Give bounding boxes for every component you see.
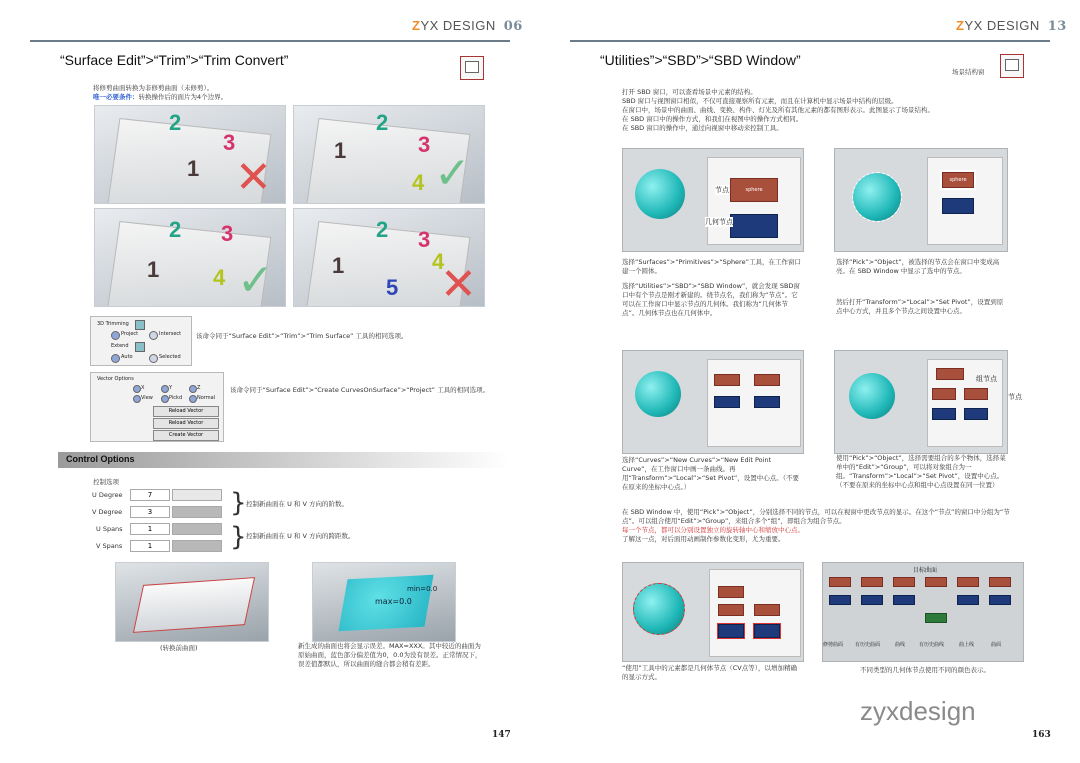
normal-radio[interactable]	[189, 395, 197, 403]
surface-patch	[133, 577, 255, 633]
tree-label-2: 曲线	[895, 642, 906, 648]
tree-root-label: 目标曲面	[913, 567, 938, 574]
reload-vector-button-2[interactable]: Reload Vector	[153, 418, 219, 429]
node-label: 节点	[715, 186, 729, 194]
pickd-radio[interactable]	[161, 395, 169, 403]
deviation-map-image	[312, 562, 456, 642]
z-radio[interactable]	[189, 385, 197, 393]
sbd-shot-1	[622, 148, 804, 252]
project-radio[interactable]	[111, 331, 120, 340]
intro-line-4: 在 SBD 窗口中的操作方式，和我们在视图中的操作方式相同。	[622, 115, 803, 123]
selected-transform-node[interactable]: sphere	[942, 172, 974, 188]
node-types-diagram	[822, 562, 1024, 662]
chapter-number: 06	[503, 19, 523, 34]
caption-9: 不同类型的几何体节点使用不同的颜色表示。	[860, 666, 990, 674]
header-rule	[570, 40, 1050, 42]
u-spans-field[interactable]: 1	[130, 523, 170, 535]
sbd-window-panel	[707, 359, 801, 447]
control-label: V Spans	[96, 542, 123, 550]
caption-3: 选择“Pick”>“Object”，被选择的节点会在窗口中变成高亮。在 SBD Window 中显示了选中的节点。	[836, 258, 1000, 275]
caption-8: “使用”工具中的元素都是几何体节点（CV点等），以增加精确的显示方式。	[622, 664, 797, 681]
example-shot-2: 2 3 1 4 ✓	[293, 105, 485, 204]
brand-header	[956, 18, 1067, 34]
intro-line-5: 在 SBD 窗口的操作中，通过向视窗中移动来控制工具。	[622, 124, 783, 132]
sphere-object	[635, 169, 685, 219]
sbd-window-panel	[927, 359, 1003, 447]
geo-node-label: 几何节点	[705, 218, 733, 226]
sbd-window-panel	[709, 569, 801, 657]
example-shot-3: 2 3 1 4 ✓	[94, 208, 286, 307]
caption-2: 选择“Utilities”>“SBD”>“SBD Window”，就会发现 SBD窗口中有个节点是刚才新建的。绕节点名，我们称为“节点”。它可以在工作窗口中显示节点的几何体。我们称为“几何体节点”。几何体节点也在几何体中。	[622, 282, 800, 317]
brace-degree: }	[230, 488, 247, 518]
sbd-window-icon	[1000, 54, 1024, 78]
history-curve-node	[925, 613, 947, 623]
child-node-label: 节点	[1008, 393, 1022, 401]
caption-5: 选择“Curves”>“New Curves”>“New Edit Point Curve”，在工作窗口中画一条曲线。再用“Transform”>“Local”>“Set Pivot”，设置中心点。（不要在原来的坐标中心点。）	[622, 456, 800, 491]
caption-7-block	[622, 508, 1012, 544]
auto-radio[interactable]	[111, 354, 120, 363]
requirement-label: 唯一必要条件：	[93, 93, 139, 101]
tree-node	[829, 577, 851, 587]
history-surface-node	[861, 595, 883, 605]
spans-explanation: 控制新曲面在 U 和 V 方向的跨距数。	[246, 532, 355, 540]
sphere-object	[849, 373, 895, 419]
intro-line-2: SBD 窗口与视图窗口相似，不仅可直接观察所有元素，而且在计算机中显示场景中结构的层级。	[622, 97, 898, 105]
create-vector-button[interactable]: Create Vector	[153, 430, 219, 441]
pickd-label: Pickd	[169, 395, 183, 401]
sbd-shot-2	[834, 148, 1008, 252]
geometry-node[interactable]	[942, 198, 974, 214]
sphere-object	[633, 583, 685, 635]
tree-node	[893, 577, 915, 587]
trim-convert-icon	[460, 56, 484, 80]
sbd-shot-4	[834, 350, 1008, 454]
node-b[interactable]	[754, 374, 780, 386]
z-label: Z	[197, 385, 201, 391]
u-spans-slider[interactable]	[172, 523, 222, 535]
surface-curve-node	[957, 595, 979, 605]
sbd-shot-5	[622, 562, 804, 662]
view-label: View	[141, 395, 153, 401]
watermark: zyxdesign	[860, 696, 976, 726]
right-page	[540, 0, 1080, 763]
surface-before-image	[115, 562, 269, 642]
deviation-note: 新生成的曲面也将会显示误差。MAX=XXX。其中较近的曲面为原始曲面，蓝色部分偏差值为0，0.0为没有误差。正常情况下，误差值都默认，所以曲面的缝合都会稍有差距。	[298, 642, 482, 668]
node-d[interactable]	[754, 396, 780, 408]
intro-line-3: 在窗口中，场景中的曲面、曲线、变换、构件、灯光及所有其他元素的都有图形表示。此图显示了场景结构。	[622, 106, 934, 114]
node-c[interactable]	[714, 396, 740, 408]
degree-explanation: 控制新曲面在 U 和 V 方向的阶数。	[246, 500, 348, 508]
sbd-window-panel	[927, 157, 1003, 245]
surface-node	[989, 595, 1011, 605]
tree-node	[925, 577, 947, 587]
node-a[interactable]	[714, 374, 740, 386]
caption-1: 选择“Surfaces”>“Primitives”>“Sphere”工具，在工作窗口建一个圆体。	[622, 258, 801, 275]
sphere-object	[635, 371, 681, 417]
control-header: 控制选项	[93, 478, 119, 486]
trim-surface-node	[829, 595, 851, 605]
tree-node	[957, 577, 979, 587]
intro-text	[622, 88, 1002, 133]
transform-node[interactable]: sphere	[730, 178, 778, 202]
tree-label-3: 有历史曲线	[919, 642, 945, 648]
v-spans-field[interactable]: 1	[130, 540, 170, 552]
sbd-window-panel	[707, 157, 801, 245]
node-b[interactable]	[964, 388, 988, 400]
u-degree-field[interactable]: 7	[130, 489, 170, 501]
example-shot-4: 2 3 1 4 5 ✕	[293, 208, 485, 307]
intro-line-1: 打开 SBD 窗口，可以查看场景中元素的结构。	[622, 88, 757, 96]
tree-label-4: 曲上线	[959, 642, 975, 648]
3d-trimming-checkbox[interactable]	[135, 320, 145, 330]
tree-label-0: 修剪曲面	[823, 642, 844, 648]
v-degree-field[interactable]: 3	[130, 506, 170, 518]
intersect-radio[interactable]	[149, 331, 158, 340]
max-label: max=0.0	[375, 597, 412, 606]
curve-node	[893, 595, 915, 605]
caption-7: 在 SBD Window 中，使用“Pick”>“Object”，分别选择不同的节点，可以在视窗中更改节点的显示。在这个“节点”的窗口中分组为“节点”。可以组合使用“Edit”>“Group”，来组合多个“组”，即组合为组合节点。	[622, 508, 1010, 525]
trim-panel-caption: 该命令同于“Surface Edit”>“Trim”>“Trim Surface” 工具的相同选项。	[196, 332, 408, 340]
view-radio[interactable]	[133, 395, 141, 403]
node-a[interactable]	[718, 586, 744, 598]
caption-7-tail: 了解这一点，对后面用动画制作参数化变形，尤为重要。	[622, 535, 785, 543]
group-node[interactable]	[936, 368, 964, 380]
intro-text	[93, 84, 453, 102]
extend-checkbox[interactable]	[135, 342, 145, 352]
trim-options-panel	[90, 316, 192, 366]
example-shot-1: 2 3 1 ✕	[94, 105, 286, 204]
x-label: X	[141, 385, 145, 391]
u-degree-slider[interactable]	[172, 489, 222, 501]
surface-before-caption: (转换前曲面)	[160, 644, 198, 652]
control-options-title: Control Options	[66, 454, 135, 464]
node-a[interactable]	[932, 388, 956, 400]
caption-7-highlight: 每一个节点，都可以分别设置独立的旋转轴中心和缩放中心点。	[622, 526, 804, 534]
intersect-label: Intersect	[159, 331, 182, 337]
vector-options-panel	[90, 372, 224, 442]
node-e[interactable]	[754, 624, 780, 638]
geometry-node[interactable]	[730, 214, 778, 238]
project-label: Project	[121, 331, 139, 337]
icon-caption: 场景结构窗	[952, 68, 985, 76]
control-label: U Degree	[92, 491, 123, 499]
vector-panel-caption: 该命令同于“Surface Edit”>“Create CurvesOnSurface”>“Project” 工具的相同选项。	[230, 386, 490, 394]
page-number-right: 163	[1032, 730, 1051, 740]
node-c[interactable]	[754, 604, 780, 616]
brand-name: YX DESIGN	[964, 18, 1040, 33]
node-d[interactable]	[718, 624, 744, 638]
brand-letter: Z	[956, 18, 965, 33]
vector-panel-title: Vector Options	[97, 376, 134, 382]
intro-line-1: 将修剪曲面转换为非修剪曲面（未修剪）。	[93, 84, 214, 92]
reload-vector-button-1[interactable]: Reload Vector	[153, 406, 219, 417]
control-label: V Degree	[92, 508, 123, 516]
sphere-object	[853, 173, 901, 221]
selected-radio[interactable]	[149, 354, 158, 363]
tree-node	[861, 577, 883, 587]
brace-spans: }	[230, 522, 247, 552]
tree-node	[989, 577, 1011, 587]
check-icon: ✓	[434, 148, 471, 199]
requirement-text: 转换操作后的面片为4个边界。	[138, 93, 228, 101]
caption-6: 使用“Pick”>“Object”，选择需要组合的多个物体，选择菜单中的“Edit”>“Group”，可以将对象组合为一组。“Transform”>“Local”>“Set Pivot”，设置中心点。（不要在原来的坐标中心点和组中心点设置在同一位置）	[836, 454, 1006, 489]
v-degree-slider[interactable]	[172, 506, 222, 518]
selected-label: Selected	[159, 354, 181, 360]
brand-letter: Z	[412, 18, 421, 33]
cross-icon: ✕	[440, 259, 477, 307]
control-label: U Spans	[96, 525, 123, 533]
brand-header	[412, 18, 523, 34]
y-radio[interactable]	[161, 385, 169, 393]
check-icon: ✓	[237, 255, 274, 306]
node-b[interactable]	[718, 604, 744, 616]
section-title: “Surface Edit”>“Trim”>“Trim Convert”	[60, 52, 289, 68]
brand-name: YX DESIGN	[420, 18, 496, 33]
header-rule	[30, 40, 510, 42]
tree-label-5: 曲面	[991, 642, 1002, 648]
trim-row1-label: 3D Trimming	[97, 321, 129, 327]
caption-4: 然后打开“Transform”>“Local”>“Set Pivot”，设置到原点中心方式，并且多个节点之间设置中心点。	[836, 298, 1004, 315]
y-label: Y	[169, 385, 173, 391]
tree-label-1: 有历史曲面	[855, 642, 881, 648]
page-number-left: 147	[492, 730, 511, 740]
node-c[interactable]	[932, 408, 956, 420]
x-radio[interactable]	[133, 385, 141, 393]
chapter-number: 13	[1047, 19, 1067, 34]
v-spans-slider[interactable]	[172, 540, 222, 552]
node-d[interactable]	[964, 408, 988, 420]
sbd-shot-3	[622, 350, 804, 454]
group-node-label: 组节点	[976, 375, 997, 383]
trim-row2-label: Extend	[111, 343, 129, 349]
normal-label: Normal	[197, 395, 216, 401]
auto-label: Auto	[121, 354, 133, 360]
cross-icon: ✕	[235, 152, 272, 203]
section-title: “Utilities”>“SBD”>“SBD Window”	[600, 52, 801, 68]
control-options-bar	[58, 452, 510, 468]
min-label: min=0.0	[407, 585, 438, 593]
